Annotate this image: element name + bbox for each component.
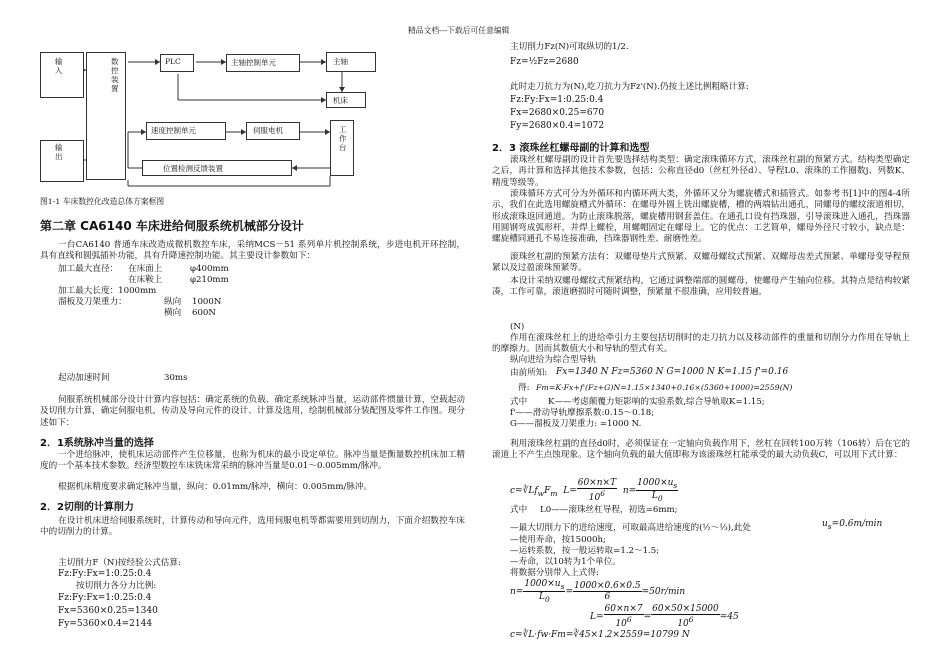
life-paragraph: 利用滚珠丝杠副的直径d0时，必须保证在一定轴向负载作用下，丝杠在回转100万转（106转）后在它的滚道上不产生点蚀现象。这个轴向负载的最大值即称为该滚珠丝杠能承受的最大动负载C，可以用下式计算： — [492, 439, 910, 461]
param-label: 溜板及刀架重力： — [58, 297, 127, 307]
figure-caption: 图1-1 车床数控化改造总体方案框图 — [40, 197, 165, 206]
fx-equation: Fx=5360×0.25=1340 — [58, 606, 158, 616]
fz-half-text: 主切削力Fz(N)可取纵切的1/2. — [510, 42, 629, 52]
param-sub: 在床鞍上 — [128, 275, 163, 285]
accel-label: 起动加速时间 — [58, 373, 110, 383]
section-2-3-paragraph-1: 滚珠丝杠螺母副的设计首先要选择结构类型：确定滚珠循环方式，滚珠丝杠副的预紧方式。结构类型确定之后，再计算和选择其他技术参数，包括：公称直径d0（丝杠外径d）、导程L0、滚珠的工作圈数j、列数K、精度等级等。 — [492, 155, 910, 188]
g-definition: G——溜板及刀架重力: =1000 N. — [510, 419, 642, 429]
k-definition: K——考虑颠覆力矩影响的实验系数,综合导轨取K=1.15; — [548, 397, 765, 407]
accel-value: 30ms — [164, 373, 188, 383]
f-definition: f'——滑动导轨摩擦系数:0.15～0.18; — [510, 408, 655, 418]
c-formula: $c=∛Lf_wF_m$ L= $\frac{60\times n\times T}{10^6}$ n= $\frac{1000\times u_s}{L_0}$ — [510, 478, 678, 503]
section-2-3-paragraph-2: 滚珠循环方式可分为外循环和内循环两大类，外循环又分为螺旋槽式和插管式。如参考书[1]中的图4-4所示，我们在此选用螺旋槽式外循环：在螺母外圆上铣出螺旋槽，槽的两端钻出通孔，同螺母的螺纹滚道相切，形成滚珠返回通道。为防止滚珠脱落，螺旋槽用钢套盖住。在通孔口设有挡珠器，引导滚珠进入通孔，挡珠器用圆钢弯成弧形杆，并焊上螺栓，用螺帽固定在螺母上。它的优点：工艺简单，螺母外径尺寸较小，缺点是：螺旋槽同通孔不易连接准确，挡珠器钢性差、耐磨性差。 — [492, 189, 910, 245]
spindle-control-box: 主轴控制单元 — [226, 54, 300, 72]
l-result: L= $\frac{60\times n\times 7}{10^6}$ = $\frac{60\times 50\times 15000}{10^6}$ =45 — [590, 604, 739, 629]
page-header: 精品文档---下载后可任意编辑 — [408, 26, 510, 35]
fy-equation: Fy=2680×0.4=1072 — [510, 121, 605, 131]
param-sub: 横向 — [164, 308, 182, 318]
output-box: 输 出 — [40, 140, 84, 182]
feed-traction-paragraph: 作用在滚珠丝杠上的进给牵引力主要包括切削时的走刀抗力以及移动部件的重量和切削分力作用在导轨上的摩擦力。因而其数值大小和导轨的型式有关。 — [492, 333, 910, 355]
feed-force-text: 此时走刀抗力为(N),吃刀抗力为Fz'(N).仍按上述比例粗略计算: — [510, 82, 749, 92]
param-sub: 纵向 — [164, 297, 182, 307]
content-paragraph: 伺服系统机械部分设计计算内容包括：确定系统的负载、确定系统脉冲当量，运动部件惯量计算，空载起动及切削力计算，确定伺服电机，传动及导向元件的设计、计算及选用，绘制机械部分装配图及零件工作图。现分述如下： — [40, 395, 465, 428]
plc-box: PLC — [160, 54, 194, 72]
param-value: φ210mm — [190, 275, 229, 285]
input-box: 输 入 — [40, 52, 84, 98]
section-2-2-title: 2．2切削的计算削力 — [40, 502, 134, 513]
servo-motor-box: 伺服电机 — [246, 122, 300, 140]
section-2-1-pulse: 根据机床精度要求确定脉冲当量，纵向：0.01mm/脉冲，横向：0.005mm/脉冲。 — [58, 482, 373, 492]
speed-control-box: 速度控制单元 — [146, 122, 226, 140]
feedback-box: 位置检测反馈装置 — [142, 160, 292, 176]
feed-speed-text: —最大切削力下的进给速度，可取最高进给速度的(½～⅓),此处 — [510, 523, 751, 533]
fw-text: —运转系数，按一般运转取=1.2～1.5; — [510, 546, 660, 556]
section-2-1-title: 2．1系统脉冲当量的选择 — [40, 438, 154, 449]
force-ratio-eq: Fz:Fy:Fx=1:0.25:0.4 — [58, 569, 152, 579]
n-result: n= $\frac{1000\times u_s}{L_0}$ = $\frac{1000\times 0.6\times 0.5}{6}$ =50r/min — [510, 579, 686, 604]
param-label: 加工最大直径： — [58, 264, 119, 274]
unit-n: (N) — [510, 322, 525, 332]
section-2-3-paragraph-4: 本设计采纳双螺母螺纹式预紧结构，它通过调整端部的圆螺母，使螺母产生轴向位移。其特点是结构较紧凑，工作可靠，滚道磨损时可随时调整，预紧量不很准确，应用较普遍。 — [492, 276, 910, 298]
param-value: 1000N — [192, 297, 222, 307]
fy-equation: Fy=5360×0.4=2144 — [58, 619, 153, 629]
section-2-3-title: 2．3 滚珠丝杠螺母副的计算和选型 — [492, 143, 650, 154]
c-result: c=∛L·fw·Fm=∛45×1.2×2559=10799 N — [510, 630, 690, 640]
fx-equation: Fx=2680×0.25=670 — [510, 108, 605, 118]
guide-type-text: 纵向进给为综合型导轨 — [510, 355, 596, 365]
section-2-3-paragraph-3: 滚珠丝杠副的预紧方法有：双螺母垫片式预紧、双螺母螺纹式预紧、双螺母齿差式预紧、单螺母变导程预紧以及过盈滚珠预紧等。 — [492, 252, 910, 274]
section-2-1-paragraph: 一个进给脉冲，使机床运动部件产生位移量，也称为机床的最小设定单位。脉冲当量是衡量数控机床加工精度的一个基本技术参数。经济型数控车床铣床常采纳的脉冲当量是0.01～0.005mm/脉冲。 — [40, 450, 465, 472]
worktable-box: 工 作 台 — [330, 120, 354, 176]
force-ratio-eq: Fz:Fy:Fx=1:0.25:0.4 — [58, 593, 152, 603]
chapter-title: 第二章 CA6140 车床进给伺服系统机械部分设计 — [40, 219, 304, 233]
l0-definition: L0——滚珠丝杠导程，初选=6mm; — [540, 505, 678, 515]
machine-box: 机床 — [326, 92, 366, 108]
where-label: 式中 — [510, 505, 528, 515]
substitute-text: 将数据分别带入上式得: — [510, 568, 599, 578]
param-value: 600N — [192, 308, 216, 318]
force-ratio-eq: Fz:Fy:Fx=1:0.25:0.4 — [510, 95, 604, 105]
ratio-text: 按切削力各分力比例: — [76, 581, 157, 591]
spindle-box: 主轴 — [326, 52, 376, 72]
param-label: 加工最大长度：1000mm — [58, 286, 157, 296]
nc-device-box: 数 控 装 置 — [86, 52, 126, 180]
section-2-2-paragraph: 在设计机床进给伺服系统时，计算传动和导向元件，选用伺服电机等都需要用到切削力，下面介绍数控车床中的切削力的计算。 — [40, 516, 465, 538]
known-values: Fx=1340 N Fz=5360 N G=1000 N K=1.15 f'=0.16 — [556, 367, 789, 377]
life-unit-text: —寿命，以10转为1个单位。 — [510, 557, 621, 567]
life-hours-text: —使用寿命，按15000h; — [510, 535, 606, 545]
known-label: 由前所知: — [510, 368, 548, 378]
where-label: 式中 — [510, 397, 528, 407]
param-sub: 在床面上 — [128, 264, 163, 274]
fz-equation: Fz=½Fz=2680 — [510, 57, 579, 67]
us-value: $u_s=0.6m/\min$ — [822, 519, 883, 531]
intro-paragraph: 一台CA6140 普通车床改造成微机数控车床，采纳MCS－51 系列单片机控制系统，步进电机开环控制，具有直线和圆弧插补功能，具有升降速控制功能。其主要设计参数如下： — [40, 240, 465, 262]
fm-equation: Fm=K·Fx+f'(Fz+G)N=1.15×1340+0.16×(5360+1000)=2559(N) — [536, 383, 793, 392]
result-label: 得: — [518, 383, 530, 393]
main-force-text: 主切削力F（N)按经验公式估算: — [58, 558, 181, 568]
param-value: φ400mm — [190, 264, 229, 274]
